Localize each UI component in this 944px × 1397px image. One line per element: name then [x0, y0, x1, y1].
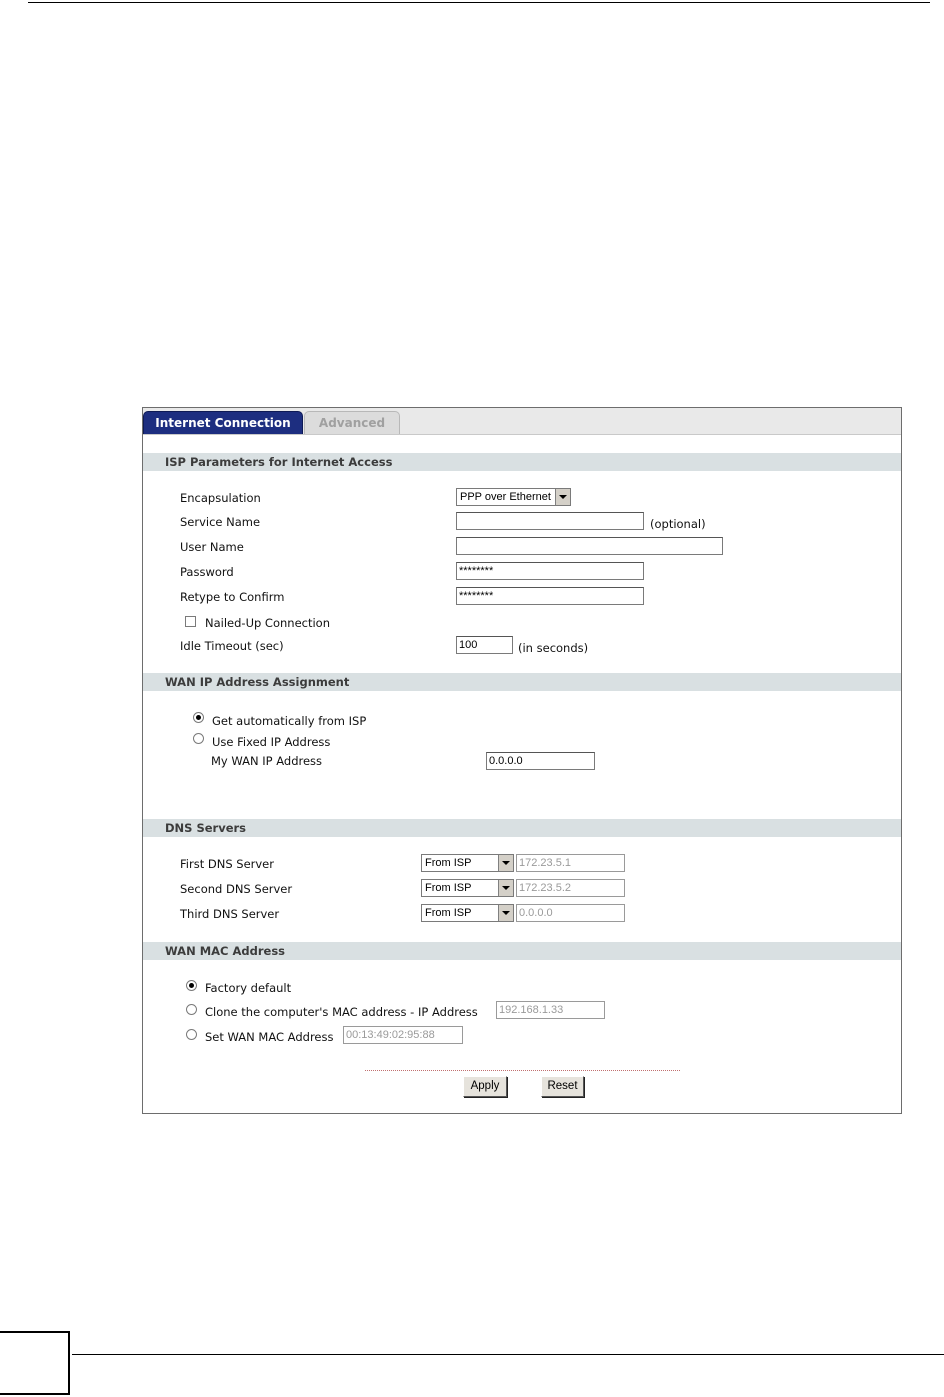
mac-clone-radio[interactable] [186, 1004, 197, 1015]
my-wan-ip-input[interactable]: 0.0.0.0 [486, 752, 595, 770]
mac-set-label: Set WAN MAC Address [205, 1030, 334, 1044]
section-dns-servers: DNS Servers [143, 819, 901, 837]
encapsulation-value: PPP over Ethernet [460, 491, 551, 503]
mac-clone-label: Clone the computer's MAC address - IP Address [205, 1005, 478, 1019]
retype-confirm-input[interactable]: ******** [456, 587, 644, 605]
second-dns-label: Second DNS Server [180, 882, 293, 896]
section-isp-parameters: ISP Parameters for Internet Access [143, 453, 901, 471]
chevron-down-icon[interactable] [498, 905, 513, 921]
third-dns-mode-value: From ISP [425, 907, 472, 919]
first-dns-mode-select[interactable] [421, 854, 514, 872]
internet-connection-panel [142, 407, 902, 1114]
first-dns-address-input[interactable]: 172.23.5.1 [516, 854, 625, 872]
encapsulation-label: Encapsulation [180, 491, 261, 505]
wan-ip-fixed-radio[interactable] [193, 733, 204, 744]
first-dns-mode-value: From ISP [425, 857, 472, 869]
footer-rule [72, 1354, 944, 1355]
mac-set-radio[interactable] [186, 1029, 197, 1040]
third-dns-address-input[interactable]: 0.0.0.0 [516, 904, 625, 922]
divider [365, 1070, 680, 1071]
second-dns-address-input[interactable]: 172.23.5.2 [516, 879, 625, 897]
nailed-up-label: Nailed-Up Connection [205, 616, 331, 630]
service-name-hint: (optional) [650, 517, 706, 531]
page-number-box [0, 1331, 70, 1395]
second-dns-mode-select[interactable] [421, 879, 514, 897]
section-wan-ip-assignment: WAN IP Address Assignment [143, 673, 901, 691]
user-name-input[interactable] [456, 537, 723, 555]
service-name-input[interactable] [456, 512, 644, 530]
service-name-label: Service Name [180, 515, 261, 529]
user-name-label: User Name [180, 540, 244, 554]
chevron-down-icon[interactable] [555, 489, 570, 505]
wan-ip-fixed-label: Use Fixed IP Address [212, 735, 331, 749]
first-dns-label: First DNS Server [180, 857, 274, 871]
third-dns-mode-select[interactable] [421, 904, 514, 922]
wan-ip-auto-radio[interactable] [193, 712, 204, 723]
apply-button[interactable]: Apply [463, 1076, 507, 1097]
section-wan-mac-address: WAN MAC Address [143, 942, 901, 960]
mac-clone-ip-input[interactable]: 192.168.1.33 [496, 1001, 605, 1019]
retype-confirm-label: Retype to Confirm [180, 590, 285, 604]
mac-factory-label: Factory default [205, 981, 292, 995]
tab-advanced[interactable]: Advanced [304, 411, 400, 434]
tab-internet-connection[interactable]: Internet Connection [143, 411, 303, 434]
mac-set-address-input[interactable]: 00:13:49:02:95:88 [343, 1026, 463, 1044]
idle-timeout-label: Idle Timeout (sec) [180, 639, 284, 653]
nailed-up-checkbox[interactable] [185, 616, 196, 627]
wan-ip-auto-label: Get automatically from ISP [212, 714, 367, 728]
chevron-down-icon[interactable] [498, 880, 513, 896]
encapsulation-select[interactable] [456, 488, 571, 506]
header-rule [28, 2, 930, 3]
reset-button[interactable]: Reset [541, 1076, 584, 1097]
third-dns-label: Third DNS Server [180, 907, 280, 921]
second-dns-mode-value: From ISP [425, 882, 472, 894]
password-input[interactable]: ******** [456, 562, 644, 580]
mac-factory-radio[interactable] [186, 980, 197, 991]
idle-timeout-hint: (in seconds) [518, 641, 589, 655]
password-label: Password [180, 565, 234, 579]
chevron-down-icon[interactable] [498, 855, 513, 871]
my-wan-ip-label: My WAN IP Address [211, 754, 323, 768]
tab-bar [143, 408, 901, 435]
idle-timeout-input[interactable]: 100 [456, 636, 513, 654]
